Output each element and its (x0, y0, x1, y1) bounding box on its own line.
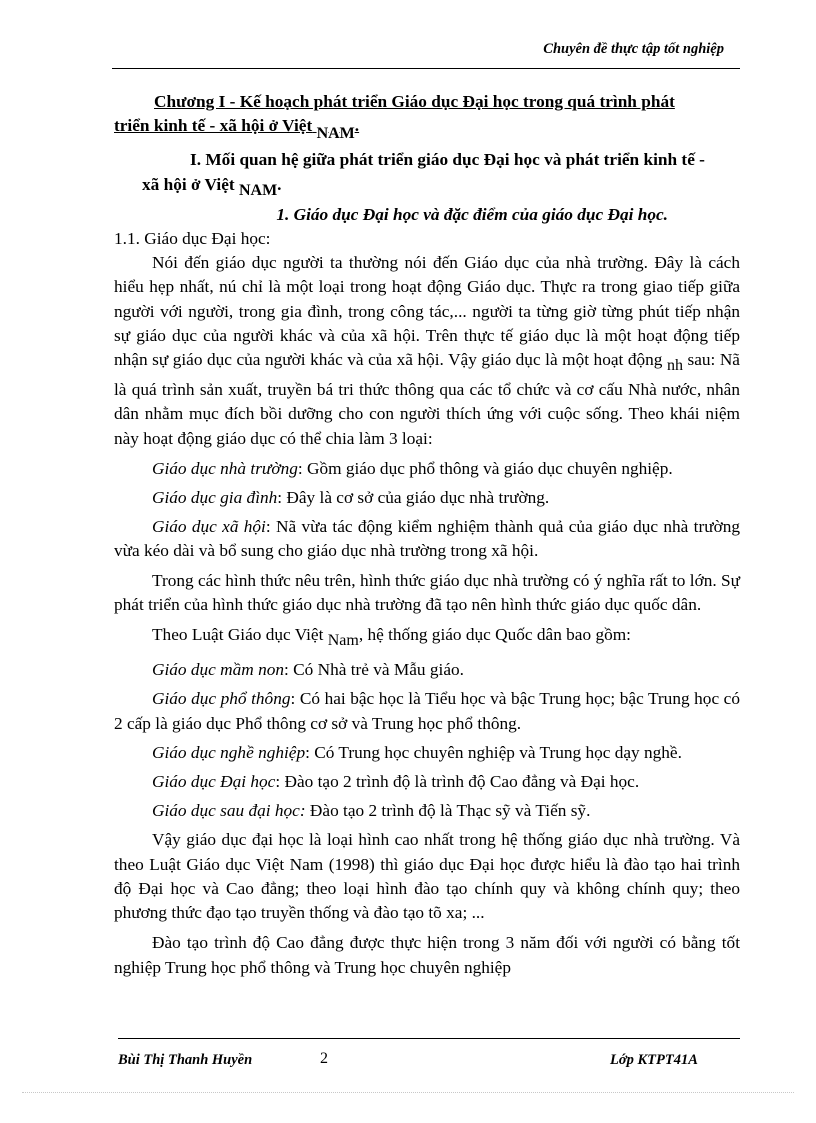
term-text: : Có hai bậc học là Tiểu học và bậc Trung học; bậc Trung học có 2 cấp là giáo dục Phổ thông cơ sở và Trung học phổ thông. (114, 689, 740, 733)
term-label: Giáo dục mầm non (152, 660, 284, 680)
page-number: 2 (320, 1050, 328, 1067)
paragraph-text: sau: Nã là quá trình sản xuất, truyền bá tri thức thông qua các tổ chức và cơ cấu Nhà nước, nhân dân nhằm mục đích bồi dưỡng cho con người thích ứng với cuộc sống. Theo khái niệm này hoạt động giáo dục có thể chia làm 3 loại: (114, 350, 740, 448)
term-text: : Đào tạo 2 trình độ là trình độ Cao đẳng và Đại học. (275, 772, 640, 792)
paragraph-school-form: Trong các hình thức nêu trên, hình thức giáo dục nhà trường có ý nghĩa rất to lớn. Sự phát triển của hình thức giáo dục nhà trường đã tạo nên hình thức giáo dục quốc dân. (114, 570, 740, 614)
paragraph-education-law (114, 623, 740, 653)
subsection-heading: 1. Giáo dục Đại học và đặc điểm của giáo dục Đại học. (276, 204, 668, 224)
term-text: : Có Trung học chuyên nghiệp và Trung học dạy nghề. (305, 742, 682, 762)
education-type-society (114, 515, 740, 563)
term-text: : Có Nhà trẻ và Mẫu giáo. (284, 660, 464, 680)
section-heading-country: NAM (238, 181, 278, 199)
header-rule (112, 68, 740, 69)
term-label: Giáo dục xã hội (152, 517, 266, 537)
term-text: : Gồm giáo dục phổ thông và giáo dục chuyên nghiệp. (297, 458, 673, 478)
chapter-title-line2: triển kinh tế - xã hội ở Việt (114, 116, 313, 136)
term-text: Đào tạo 2 trình độ là Thạc sỹ và Tiến sỹ. (305, 801, 591, 821)
level-preschool (114, 658, 740, 682)
footer-author: Bùi Thị Thanh Huyền (118, 1052, 253, 1068)
section-heading-end: . (277, 174, 282, 194)
education-type-family (114, 486, 740, 510)
paragraph-text: Nói đến giáo dục người ta thường nói đến Giáo dục của nhà trường. Đây là cách hiểu hẹp nhất, nú chỉ là một loại trong hoạt động Giáo dục. Thực ra trong giao tiếp giữa người với người, trong gia đình, trong công tác,... người ta từng giờ từng phút tiếp nhận sự giáo dục của người khác và của xã hội. Trên thực tế giáo dục là một hoạt động tiếp nhận sự giáo dục của người khác và của xã hội. Vậy giáo dục là một hoạt động (114, 253, 740, 370)
level-university (114, 770, 740, 794)
level-vocational (114, 741, 740, 765)
term-label: Giáo dục gia đình (152, 488, 278, 508)
term-text: : Đây là cơ sở của giáo dục nhà trường. (277, 488, 550, 508)
paragraph-education-definition (114, 251, 740, 451)
footer-class: Lớp KTPT41A (610, 1052, 698, 1068)
footer-rule (118, 1038, 740, 1039)
section-heading (114, 148, 740, 202)
paragraph-small-text: nh (666, 357, 683, 375)
page-edge-divider (22, 1092, 794, 1093)
chapter-title-line1: Chương I - Kế hoạch phát triển Giáo dục Đại học trong quá trình phát (154, 92, 675, 111)
level-postgraduate (114, 799, 740, 823)
page-body (114, 90, 740, 986)
term-text: : Nã vừa tác động kiểm nghiệm thành quả của giáo dục nhà trường vừa kéo dài và bổ sung cho giáo dục nhà trường trong xã hội. (114, 517, 740, 561)
term-label: Giáo dục nhà trường (152, 458, 298, 478)
term-label: Giáo dục phổ thông (152, 689, 291, 709)
education-type-school (114, 457, 740, 481)
term-label: Giáo dục Đại học (152, 772, 276, 792)
subsubsection-heading: 1.1. Giáo dục Đại học: (114, 229, 271, 249)
chapter-title-country: NAM (316, 125, 355, 143)
paragraph-college-training: Đào tạo trình độ Cao đẳng được thực hiện trong 3 năm đối với người có bằng tốt nghiệp Trung học phổ thông và Trung học chuyên nghiệp (114, 933, 740, 977)
paragraph-small-text: Nam (327, 632, 359, 650)
chapter-title (114, 90, 740, 146)
section-heading-line2: xã hội ở Việt (142, 174, 235, 194)
term-label: Giáo dục sau đại học: (152, 801, 306, 821)
running-header: Chuyên đề thực tập tốt nghiệp (543, 41, 724, 57)
paragraph-higher-education: Vậy giáo dục đại học là loại hình cao nhất trong hệ thống giáo dục nhà trường. Và theo Luật Giáo dục Việt Nam (1998) thì giáo dục Đại học được hiểu là đào tạo hai trình độ Đại học và Cao đẳng; theo loại hình đào tạo chính quy và không chính quy; theo phương thức đạo tạo truyền thống và đào tạo tõ xa; ... (114, 830, 740, 923)
paragraph-text: , hệ thống giáo dục Quốc dân bao gồm: (358, 625, 631, 645)
chapter-title-end: . (354, 116, 360, 136)
paragraph-text: Theo Luật Giáo dục Việt (152, 625, 324, 645)
level-general (114, 687, 740, 735)
section-heading-line1: I. Mối quan hệ giữa phát triển giáo dục Đại học và phát triển kinh tế - (190, 150, 705, 170)
term-label: Giáo dục nghề nghiệp (152, 742, 306, 762)
